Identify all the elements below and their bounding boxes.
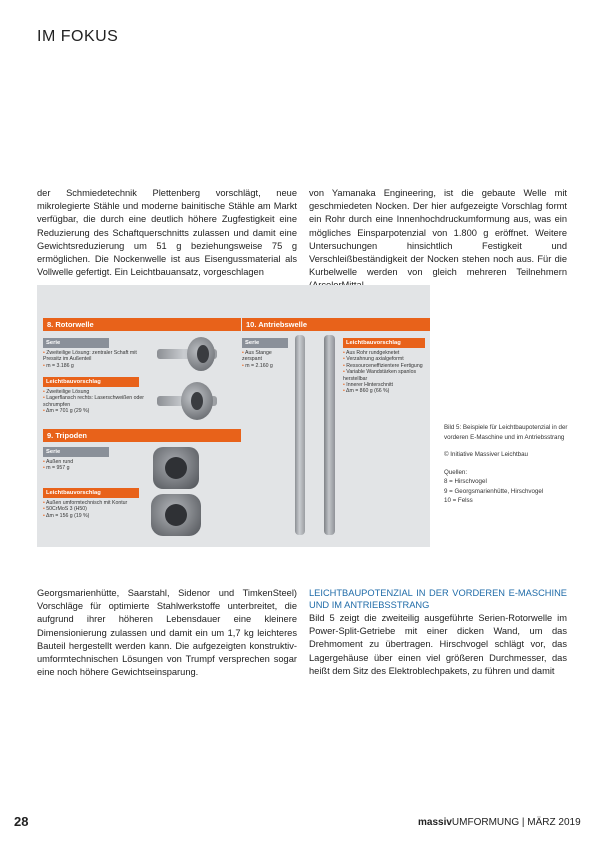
rotor-title: 8. Rotorwelle	[43, 318, 241, 331]
bullet: Δm = 156 g (19 %)	[45, 512, 90, 519]
antrieb-lb-image	[324, 335, 335, 535]
tripoden-lb-label: Leichtbauvorschlag	[43, 488, 139, 498]
antrieb-serie-image	[295, 335, 305, 535]
caption-source: 9 = Georgsmarienhütte, Hirschvogel	[444, 487, 544, 495]
bullet: Δm = 701 g (29 %)	[45, 408, 90, 415]
paragraph: Georgsmarienhütte, Saarstahl, Sidenor und TimkenSteel) Vorschläge für optimierte Stahlwerkstoffe unterbreitet, die aufgrund ihrer höheren Lebensdauer eine kleinere Dimensionierung zulassen und damit ein um 1,7 kg leichteres Bauteil hergestellt werden kann. Die aufgezeigten konstruktiv-umformtechnischen Lösungen von Trumpf versprechen sogar eine noch höhere Gewichtseinsparung.	[37, 588, 297, 678]
bullet: m = 3.186 g	[46, 362, 74, 369]
rotor-serie-list: • Zweiteilige Lösung: zentraler Schaft mit Pressitz im Außenteil • m = 3.186 g	[43, 350, 137, 369]
paragraph: Bild 5 zeigt die zweiteilig ausgeführte Serien-Rotorwelle im Power-Split-Getriebe mit einer dicken Wand, um das Drehmoment zu übertragen. Hirschvogel schlägt vor, das Lagergehäuse über einen viel größeren Durchmesser, das heißt dem Sitz des Elektroblechpakets, zu führen und damit	[309, 613, 567, 676]
antrieb-serie-label: Serie	[242, 338, 288, 348]
rotor-lb-image	[157, 380, 227, 422]
bullet: Außen umformtechnisch mit Kontur	[45, 500, 128, 506]
tripoden-serie-label: Serie	[43, 447, 109, 457]
antrieb-lb-list: • Aus Rohr rundgeknetet • Verzahnung axialgeformt • Ressourceneffizientere Fertigung • Variable Wandstärken spanlos herstellbar • Innerer Hinterschnitt • Δm = 860 g (66 %)	[343, 350, 423, 395]
bullet: Ressourceneffizientere Fertigung	[346, 362, 423, 369]
issue-date: | MÄRZ 2019	[521, 817, 581, 828]
paragraph: der Schmiedetechnik Plettenberg vorschlägt, neue mikrolegierte Stähle und moderne bainitische Stähle am Markt verfügbar, die durch eine deutlich höhere Zugfestigkeit eine Reduzierung des Schaftquerschnitts zulassen und damit eine Gewichtsreduzierung um 51 g beziehungsweise 75 g ermöglichen. Die Nockenwelle ist aus Eisengussmaterial als Vollwelle gefertigt. Ein Leichtbauansatz, vorgeschlagen	[37, 188, 297, 278]
antrieb-lb-label: Leichtbauvorschlag	[343, 338, 425, 348]
bullet: Aus Rohr rundgeknetet	[345, 350, 400, 356]
caption-source: 10 = Felss	[444, 497, 473, 504]
tripoden-lb-image	[147, 490, 207, 540]
figure-lightweight-examples	[37, 285, 430, 547]
brand-bold: massiv	[418, 817, 452, 828]
bullet: 50CrMoS 3 (H50)	[46, 506, 87, 513]
bullet: Lagerflansch rechts: Laserschweißen oder schrumpfen	[43, 395, 145, 408]
bullet: Zweiteilige Lösung: zentraler Schaft mit Pressitz im Außenteil	[43, 350, 137, 363]
rotor-serie-label: Serie	[43, 338, 109, 348]
caption-source: 8 = Hirschvogel	[444, 478, 487, 485]
figure-caption	[444, 423, 574, 506]
rotor-lb-label: Leichtbauvorschlag	[43, 377, 139, 387]
bullet: Δm = 860 g (66 %)	[345, 388, 390, 395]
bullet: Außen rund	[45, 459, 74, 465]
bullet: Zweiteilige Lösung	[46, 389, 90, 395]
body-text-bottom-right	[309, 587, 567, 678]
paragraph: von Yamanaka Engineering, ist die gebaute Welle mit geschmiedeten Nocken. Der hier aufgezeigte Vorschlag formt ein Rohr durch eine Innenhochdruckumformung aus, was ein mögliches Einsparpotenzial von 1.800 g eröffnet. Weitere Untersuchungen hinsichtlich Festigkeit und Verschleißbeständigkeit der Nocken stehen noch aus. Für die Kurbelwelle werden von gleich mehreren Teilnehmern	[309, 188, 567, 278]
bullet: Innerer Hinterschnitt	[346, 382, 393, 389]
rotor-serie-image	[157, 335, 227, 373]
magazine-footer	[418, 817, 581, 828]
bullet: Aus Stange zerspant	[242, 350, 272, 363]
antrieb-serie-list: • Aus Stange zerspant • m = 2.160 g	[242, 350, 273, 369]
brand-rest: UMFORMUNG	[451, 817, 520, 828]
page-number: 28	[14, 814, 29, 829]
section-title: IM FOKUS	[37, 28, 119, 45]
bullet: m = 2.160 g	[245, 362, 273, 369]
body-text-top-left	[37, 187, 297, 279]
tripoden-serie-image	[147, 443, 207, 493]
bullet: Verzahnung axialgeformt	[346, 356, 404, 363]
tripoden-serie-list: • Außen rund • m = 957 g	[43, 459, 74, 472]
body-text-top-right	[309, 187, 567, 293]
caption-text: Bild 5: Beispiele für Leichtbaupotenzial in der vorderen E-Maschine und im Antriebsstrang	[444, 424, 568, 441]
antrieb-title: 10. Antriebswelle	[242, 318, 430, 331]
rotor-lb-list: • Zweiteilige Lösung • Lagerflansch rechts: Laserschweißen oder schrumpfen • Δm = 701 g (29 %)	[43, 389, 145, 415]
body-text-bottom-left	[37, 587, 297, 679]
caption-sources-title: Quellen:	[444, 468, 468, 476]
caption-copyright: © Initiative Massiver Leichtbau	[444, 451, 529, 458]
subsection-heading: LEICHTBAUPOTENZIAL IN DER VORDEREN E-MASCHINE UND IM ANTRIEBSSTRANG	[309, 588, 567, 610]
tripoden-title: 9. Tripoden	[43, 429, 241, 442]
tripoden-lb-list: • Außen umformtechnisch mit Kontur • 50CrMoS 3 (H50) • Δm = 156 g (19 %)	[43, 500, 128, 519]
bullet: Variable Wandstärken spanlos herstellbar	[343, 369, 417, 382]
bullet: m = 957 g	[46, 465, 70, 472]
